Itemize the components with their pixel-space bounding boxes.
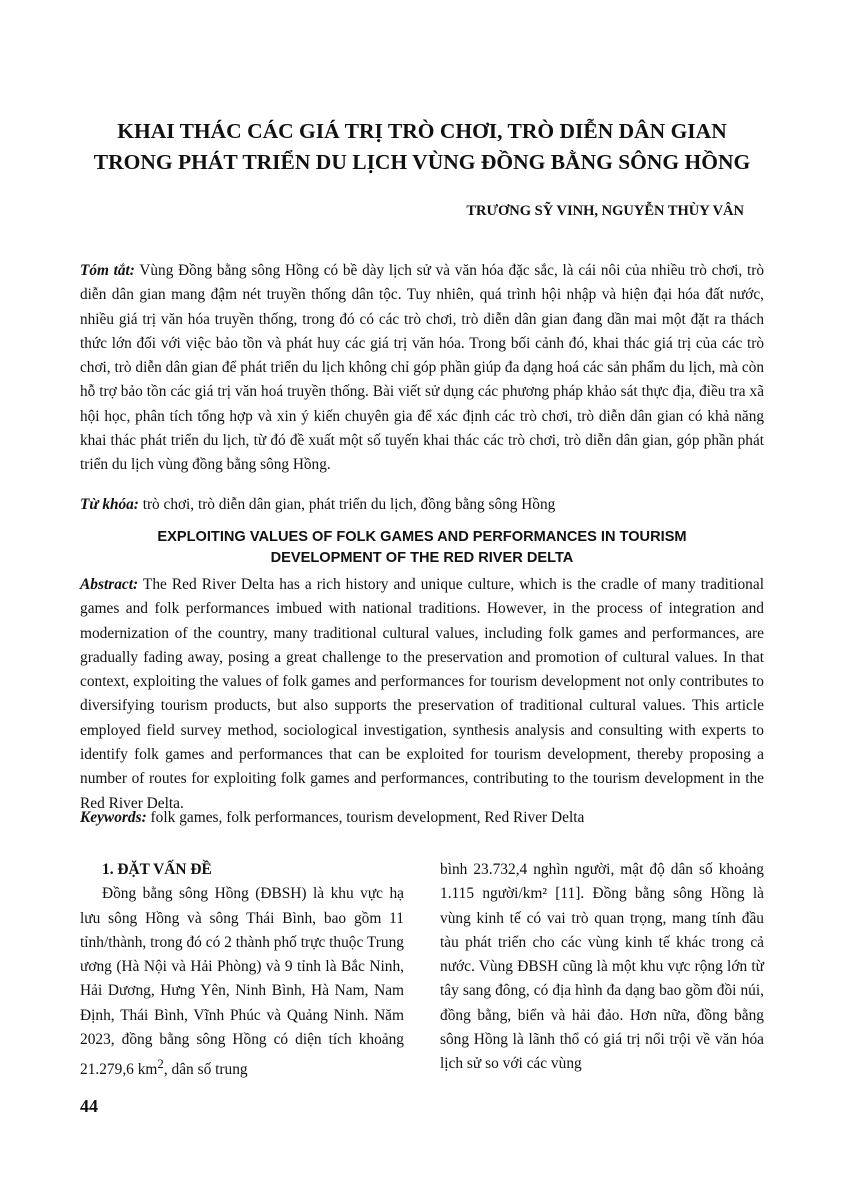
vietnamese-abstract bbox=[80, 259, 764, 478]
vietnamese-abstract-label: Tóm tắt: bbox=[80, 262, 135, 279]
english-keywords-text: folk games, folk performances, tourism development, Red River Delta bbox=[146, 809, 585, 826]
english-abstract-text: The Red River Delta has a rich history and unique culture, which is the cradle of many traditional games and folk performances imbued with national traditions. However, in the process of integration and modernization of the country, many traditional cultural values, including folk games and performances, are gradually fading away, posing a great challenge to the preservation and promotion of cultural values. In that context, exploiting the values of folk games and performances for tourism development not only contributes to diversifying tourism products, but also supports the preservation of traditional cultural values. This article employed field survey method, sociological investigation, synthesis analysis and consulting with experts to identify folk games and performances that can be exploited for tourism development, thereby proposing a number of routes for exploiting folk games and performances, contributing to the tourism development in the Red River Delta. bbox=[80, 576, 764, 812]
body-paragraph-left-text: Đồng bằng sông Hồng (ĐBSH) là khu vực hạ lưu sông Hồng và sông Thái Bình, bao gồm 11 tỉnh/thành, trong đó có 2 thành phố trực thuộc Trung ương (Hà Nội và Hải Phòng) và 9 tỉnh là Bắc Ninh, Hải Dương, Hưng Yên, Ninh Bình, Hà Nam, Nam Định, Thái Bình, Vĩnh Phúc và Quảng Ninh. Năm 2023, đồng bằng sông Hồng có diện tích khoảng 21.279,6 km bbox=[80, 885, 404, 1079]
article-title-line-2: TRONG PHÁT TRIỂN DU LỊCH VÙNG ĐỒNG BẰNG SÔNG HỒNG bbox=[93, 150, 751, 174]
english-keywords bbox=[80, 806, 764, 830]
english-title-line-1: EXPLOITING VALUES OF FOLK GAMES AND PERFORMANCES IN TOURISM bbox=[157, 529, 687, 545]
page-number: 44 bbox=[80, 1096, 98, 1116]
english-abstract bbox=[80, 573, 764, 816]
article-title-line-1: KHAI THÁC CÁC GIÁ TRỊ TRÒ CHƠI, TRÒ DIỄN DÂN GIAN bbox=[117, 119, 727, 143]
authors: TRƯƠNG SỸ VINH, NGUYỄN THÙY VÂN bbox=[466, 203, 744, 219]
superscript-2: 2 bbox=[157, 1057, 164, 1072]
body-paragraph-left bbox=[80, 882, 404, 1083]
body-paragraph-left-tail: , dân số trung bbox=[163, 1061, 248, 1079]
vietnamese-keywords-label: Từ khóa: bbox=[80, 496, 139, 513]
vietnamese-abstract-text: Vùng Đồng bằng sông Hồng có bề dày lịch sử và văn hóa đặc sắc, là cái nôi của nhiều trò chơi, trò diễn dân gian mang đậm nét truyền thống dân tộc. Tuy nhiên, quá trình hội nhập và hiện đại hóa đất nước, nhiều giá trị văn hóa truyền thống, trong đó có các trò chơi, trò diễn dân gian đang dần mai một đặt ra thách thức lớn đối với việc bảo tồn và phát huy các giá trị văn hóa. Trong bối cảnh đó, khai thác giá trị của các trò chơi, trò diễn dân gian để phát triển du lịch không chỉ góp phần giúp đa dạng hoá các sản phẩm du lịch, mà còn hỗ trợ bảo tồn các giá trị văn hoá truyền thống. Bài viết sử dụng các phương pháp khảo sát thực địa, điều tra xã hội học, phân tích tổng hợp và xin ý kiến chuyên gia để xác định các trò chơi, trò diễn dân gian có khả năng khai thác phát triển du lịch, từ đó đề xuất một số tuyến khai thác các trò chơi, trò diễn dân gian, góp phần phát triển du lịch vùng đồng bằng sông Hồng. bbox=[80, 262, 764, 474]
body-paragraph-right: bình 23.732,4 nghìn người, mật độ dân số khoảng 1.115 người/km² [11]. Đồng bằng sông Hồng là vùng kinh tế có vai trò quan trọng, mang tính đầu tàu phát triển cho các vùng kinh tế khác trong cả nước. Vùng ĐBSH cũng là một khu vực rộng lớn từ tây sang đông, có địa hình đa dạng bao gồm đồi núi, đồng bằng, biển và hải đảo. Hơn nữa, đồng bằng sông Hồng là lãnh thổ có giá trị nổi trội về văn hóa lịch sử so với các vùng bbox=[440, 861, 764, 1073]
vietnamese-keywords bbox=[80, 493, 764, 517]
english-abstract-label: Abstract: bbox=[80, 576, 139, 593]
body-column-left bbox=[80, 858, 404, 1083]
english-keywords-label: Keywords: bbox=[80, 809, 147, 826]
body-column-right bbox=[440, 858, 764, 1077]
english-title bbox=[80, 527, 764, 569]
vietnamese-keywords-text: trò chơi, trò diễn dân gian, phát triển du lịch, đồng bằng sông Hồng bbox=[138, 496, 556, 513]
section-heading: 1. ĐẶT VẤN ĐỀ bbox=[102, 861, 212, 878]
article-title bbox=[40, 116, 804, 178]
english-title-line-2: DEVELOPMENT OF THE RED RIVER DELTA bbox=[270, 550, 574, 566]
